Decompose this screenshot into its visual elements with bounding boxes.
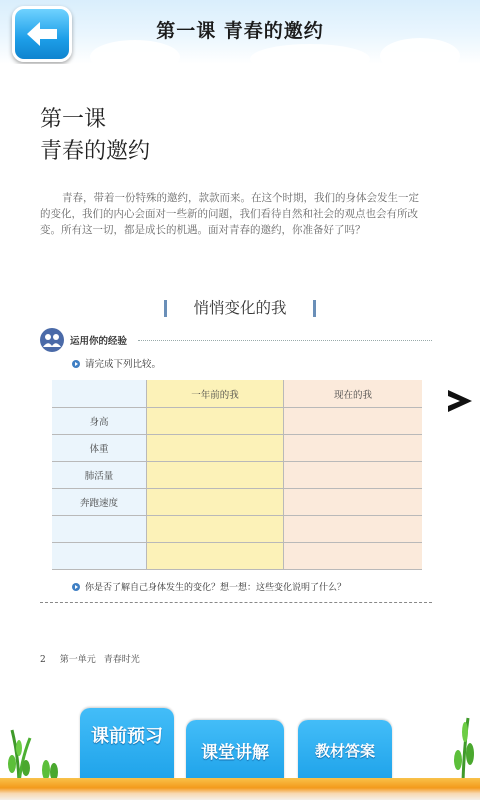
table-row [52, 435, 422, 462]
cloud-decoration [90, 40, 180, 64]
table-cell [284, 489, 423, 516]
table-row [52, 462, 422, 489]
section-title: 悄悄变化的我 [193, 299, 287, 317]
table-cell [284, 435, 423, 462]
cloud-decoration [250, 44, 370, 64]
table-cell [284, 543, 423, 570]
row-label: 奔跑速度 [52, 489, 147, 516]
page-footer [40, 652, 140, 665]
heading-bar-right [313, 300, 316, 317]
play-bullet-icon [72, 360, 80, 368]
page-title: 第一课 青春的邀约 [156, 20, 324, 42]
dashed-divider [40, 602, 432, 603]
table-header-cell: 一年前的我 [147, 380, 284, 408]
plant-decoration-icon [448, 714, 478, 782]
row-label: 肺活量 [52, 462, 147, 489]
table-cell [147, 489, 284, 516]
unit-label: 第一单元 [59, 655, 96, 665]
table-cell [147, 543, 284, 570]
table-header-cell [52, 380, 147, 408]
table-row [52, 489, 422, 516]
table-cell [147, 516, 284, 543]
table-header-row [52, 380, 422, 408]
lesson-number: 第一课 [40, 107, 107, 132]
table-row [52, 408, 422, 435]
row-label [52, 543, 147, 570]
intro-paragraph: 青春，带着一份特殊的邀约，款款而来。在这个时期，我们的身体会发生一定的变化，我们的内心会面对一些新的问题，我们看待自然和社会的观点也会有所改变。所有这一切，都是成长的机遇。面对青春的邀约，你准备好了吗？ [40, 192, 419, 236]
bottom-color-strip [0, 778, 480, 800]
table-row [52, 516, 422, 543]
row-label [52, 516, 147, 543]
bottom-nav [0, 700, 480, 800]
instruction-text [72, 356, 161, 370]
plant-decoration-icon [4, 724, 34, 782]
next-page-arrow-icon[interactable] [446, 388, 474, 414]
experience-header [40, 328, 432, 352]
people-icon [40, 328, 64, 352]
table-cell [147, 435, 284, 462]
unit-name: 青春时光 [103, 655, 140, 665]
table-cell [284, 408, 423, 435]
header-bar [0, 0, 480, 64]
table-cell [147, 462, 284, 489]
table-cell [284, 462, 423, 489]
dotted-divider [138, 340, 432, 341]
row-label: 体重 [52, 435, 147, 462]
section-heading [0, 296, 480, 318]
table-row [52, 543, 422, 570]
table-cell [147, 408, 284, 435]
question-label: 你是否了解自己身体发生的变化？想一想：这些变化说明了什么？ [85, 583, 347, 593]
table-header-cell: 现在的我 [284, 380, 423, 408]
page-number: 2 [40, 655, 46, 665]
instruction-label: 请完成下列比较。 [85, 359, 162, 370]
tab-textbook-answers[interactable]: 教材答案 [298, 720, 392, 780]
question-text [72, 580, 346, 593]
heading-bar-left [164, 300, 167, 317]
tab-classroom-lecture[interactable]: 课堂讲解 [186, 720, 284, 780]
experience-label: 运用你的经验 [70, 336, 128, 347]
comparison-table [52, 380, 422, 570]
lesson-title: 青春的邀约 [40, 139, 151, 164]
textbook-page [0, 64, 480, 714]
table-cell [284, 516, 423, 543]
play-bullet-icon [72, 583, 80, 591]
row-label: 身高 [52, 408, 147, 435]
tab-pre-class-preview[interactable]: 课前预习 [80, 708, 174, 780]
